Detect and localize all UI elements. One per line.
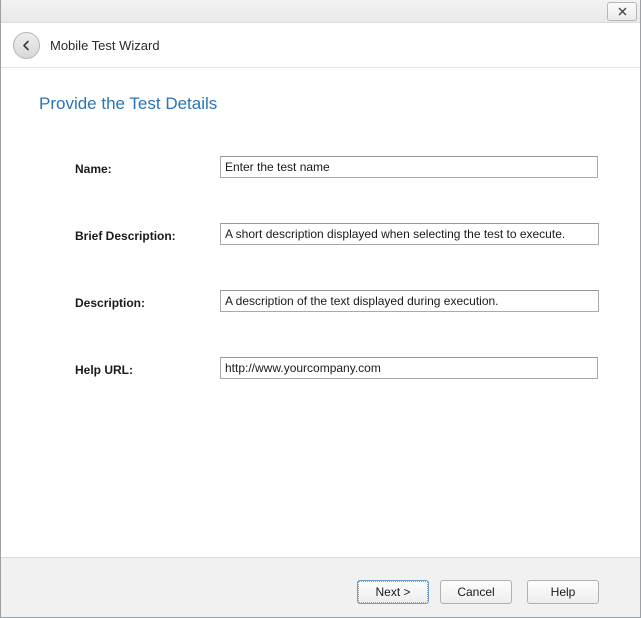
close-button[interactable] — [607, 2, 637, 21]
form-row-brief-description — [1, 223, 640, 290]
wizard-content — [1, 68, 640, 556]
form-row-name — [1, 156, 640, 223]
test-details-form — [1, 156, 640, 424]
form-row-help-url — [1, 357, 640, 424]
back-button[interactable] — [13, 32, 40, 59]
description-label: Description: — [75, 296, 146, 310]
name-input[interactable] — [220, 156, 598, 178]
description-input[interactable] — [220, 290, 599, 312]
form-row-description — [1, 290, 640, 357]
cancel-button[interactable]: Cancel — [440, 580, 512, 604]
next-button[interactable] — [357, 580, 429, 604]
back-arrow-icon — [20, 39, 33, 52]
wizard-footer — [1, 557, 640, 617]
name-label: Name: — [75, 162, 112, 176]
help-button[interactable]: Help — [527, 580, 599, 604]
wizard-header — [1, 23, 640, 68]
next-button-label: Next > — [358, 581, 428, 603]
page-title: Provide the Test Details — [39, 94, 218, 113]
help-url-label: Help URL: — [75, 363, 133, 377]
window-title: Mobile Test Wizard — [50, 37, 160, 53]
brief-description-input[interactable] — [220, 223, 599, 245]
help-url-input[interactable] — [220, 357, 598, 379]
close-icon — [618, 7, 627, 16]
brief-description-label: Brief Description: — [75, 229, 176, 243]
title-bar — [1, 0, 640, 23]
